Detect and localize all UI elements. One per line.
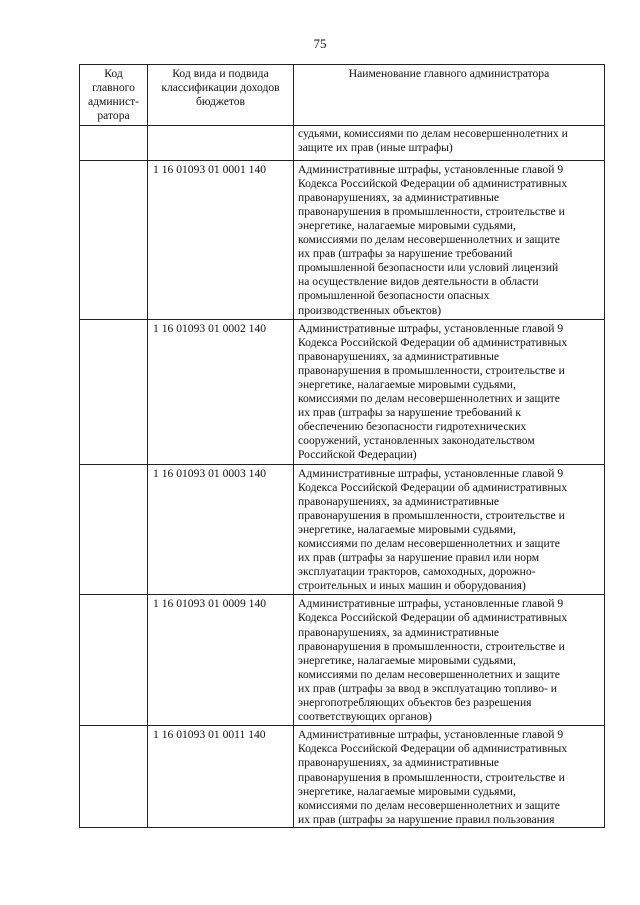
cell-admin-name bbox=[294, 126, 605, 160]
cell-admin-code bbox=[80, 464, 148, 595]
income-classification-table bbox=[79, 64, 605, 828]
name-line: судьями, комиссиями по делам несовершеннолетних и bbox=[298, 127, 568, 141]
name-line: комиссиями по делам несовершеннолетних и защите bbox=[298, 667, 560, 681]
name-line: их прав (штрафы за нарушение правил или норм bbox=[298, 551, 540, 565]
table-row-continuation bbox=[80, 126, 605, 160]
name-line: их прав (штрафы за нарушение требований bbox=[298, 247, 513, 261]
cell-admin-code bbox=[80, 726, 148, 828]
cell-income-code bbox=[148, 126, 294, 160]
name-line: комиссиями по делам несовершеннолетних и защите bbox=[298, 537, 560, 550]
name-line: обеспечению безопасности гидротехнических bbox=[298, 420, 527, 434]
name-line: Административные штрафы, установленные главой 9 bbox=[298, 597, 564, 611]
name-line: комиссиями по делам несовершеннолетних и защите bbox=[298, 392, 560, 406]
name-line: Кодекса Российской Федерации об административных bbox=[298, 742, 568, 756]
cell-admin-code bbox=[80, 595, 148, 726]
header-admin-code: Код главного админист-ратора bbox=[80, 65, 148, 126]
name-line: правонарушениях, за административные bbox=[298, 494, 500, 508]
name-line: Кодекса Российской Федерации об административных bbox=[298, 611, 568, 625]
name-line: строительных и иных машин и оборудования) bbox=[298, 579, 526, 593]
name-line: Кодекса Российской Федерации об административных bbox=[298, 176, 568, 190]
name-line: сооружений, установленных законодательством bbox=[298, 434, 535, 448]
name-line: Административные штрафы, установленные главой 9 bbox=[298, 728, 564, 742]
cell-admin-code bbox=[80, 160, 148, 319]
header-income-code: Код вида и подвида классификации доходов бюджетов bbox=[148, 65, 294, 126]
cell-income-code: 1 16 01093 01 0003 140 bbox=[148, 464, 294, 595]
cell-admin-code bbox=[80, 319, 148, 464]
name-line: правонарушениях, за административные bbox=[298, 625, 500, 639]
name-line: Кодекса Российской Федерации об административных bbox=[298, 335, 568, 349]
name-line: промышленной безопасности или условий лицензий bbox=[298, 261, 559, 275]
cell-income-code: 1 16 01093 01 0009 140 bbox=[148, 595, 294, 726]
table-row bbox=[80, 726, 605, 828]
cell-admin-name bbox=[294, 464, 605, 595]
cell-income-code: 1 16 01093 01 0002 140 bbox=[148, 319, 294, 464]
table-header-row bbox=[80, 65, 605, 126]
name-line: энергетике, налагаемые мировыми судьями, bbox=[298, 377, 516, 391]
name-line: защите их прав (иные штрафы) bbox=[298, 141, 453, 155]
table-row bbox=[80, 160, 605, 319]
cell-admin-name bbox=[294, 726, 605, 828]
name-line: энергопотребляющих объектов без разрешения bbox=[298, 696, 532, 710]
name-line: правонарушениях, за административные bbox=[298, 190, 500, 204]
name-line: на осуществление видов деятельности в области bbox=[298, 275, 539, 289]
name-line: энергетике, налагаемые мировыми судьями, bbox=[298, 784, 516, 798]
name-line: Кодекса Российской Федерации об административных bbox=[298, 480, 568, 494]
name-line: правонарушения в промышленности, строительстве и bbox=[298, 508, 565, 522]
name-line: их прав (штрафы за ввод в эксплуатацию топливо- и bbox=[298, 681, 558, 695]
cell-admin-code bbox=[80, 126, 148, 160]
name-line: Российской Федерации) bbox=[298, 448, 417, 462]
name-line: их прав (штрафы за нарушение правил пользования bbox=[298, 812, 555, 826]
table-row bbox=[80, 464, 605, 595]
table-row bbox=[80, 595, 605, 726]
name-line: Административные штрафы, установленные главой 9 bbox=[298, 466, 564, 480]
page-number: 75 bbox=[313, 36, 327, 51]
name-line: комиссиями по делам несовершеннолетних и защите bbox=[298, 798, 560, 812]
name-line: эксплуатации тракторов, самоходных, дорожно- bbox=[298, 565, 536, 579]
table-row bbox=[80, 319, 605, 464]
name-line: правонарушения в промышленности, строительстве и bbox=[298, 363, 565, 377]
name-line: правонарушениях, за административные bbox=[298, 756, 500, 770]
cell-admin-name bbox=[294, 319, 605, 464]
name-line: Административные штрафы, установленные главой 9 bbox=[298, 321, 564, 335]
cell-admin-name bbox=[294, 595, 605, 726]
name-line: энергетике, налагаемые мировыми судьями, bbox=[298, 218, 516, 232]
name-line: правонарушения в промышленности, строительстве и bbox=[298, 639, 565, 653]
name-line: промышленной безопасности опасных bbox=[298, 289, 490, 303]
name-line: комиссиями по делам несовершеннолетних и защите bbox=[298, 233, 560, 247]
cell-income-code: 1 16 01093 01 0001 140 bbox=[148, 160, 294, 319]
name-line: соответствующих органов) bbox=[298, 710, 432, 724]
cell-income-code: 1 16 01093 01 0011 140 bbox=[148, 726, 294, 828]
name-line: правонарушениях, за административные bbox=[298, 349, 500, 363]
header-admin-name: Наименование главного администратора bbox=[294, 65, 605, 126]
cell-admin-name bbox=[294, 160, 605, 319]
name-line: производственных объектов) bbox=[298, 303, 442, 317]
name-line: их прав (штрафы за нарушение требований к bbox=[298, 406, 521, 420]
name-line: энергетике, налагаемые мировыми судьями, bbox=[298, 653, 516, 667]
name-line: энергетике, налагаемые мировыми судьями, bbox=[298, 522, 516, 536]
name-line: правонарушения в промышленности, строительстве и bbox=[298, 204, 565, 218]
name-line: правонарушения в промышленности, строительстве и bbox=[298, 770, 565, 784]
name-line: Административные штрафы, установленные главой 9 bbox=[298, 162, 564, 176]
